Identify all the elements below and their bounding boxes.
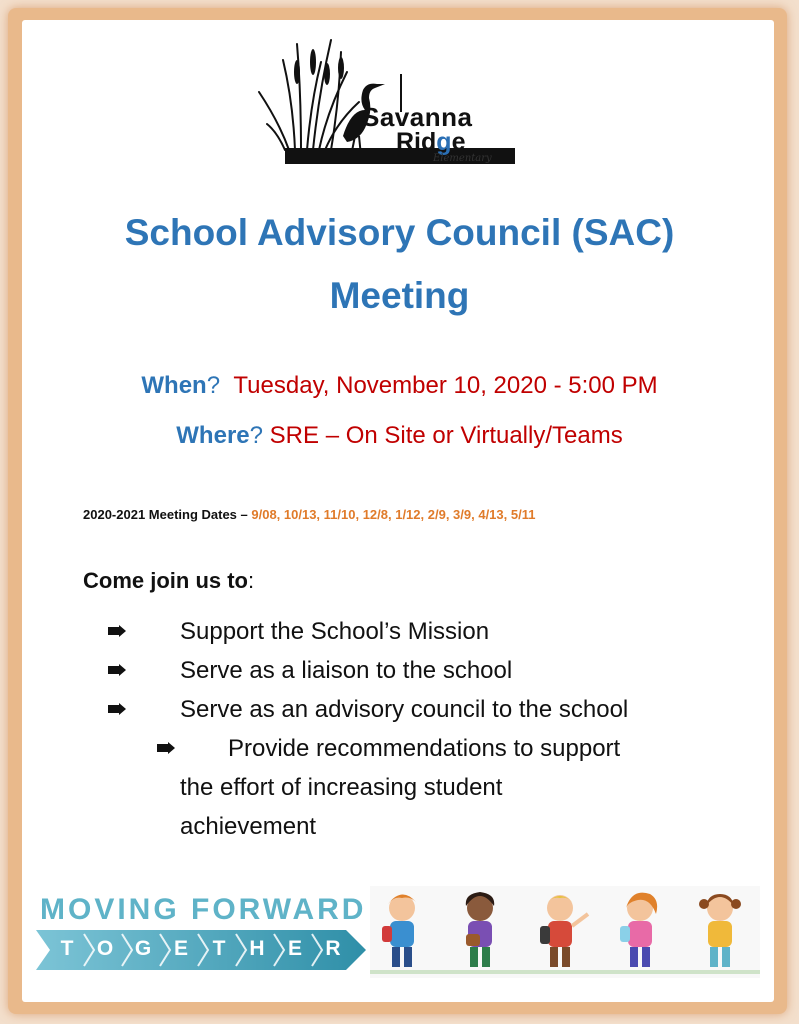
sub-list-item-continuation: the effort of increasing student <box>180 774 503 801</box>
pointing-hand-icon <box>108 625 126 637</box>
when-line: When? Tuesday, November 10, 2020 - 5:00 PM <box>141 372 658 399</box>
walking-kids-illustration <box>370 886 760 978</box>
school-logo <box>255 32 520 172</box>
logo-text-savanna: Savanna <box>362 102 473 132</box>
pointing-hand-icon <box>108 703 126 715</box>
page-title-line1: School Advisory Council (SAC) <box>124 212 675 253</box>
together-banner: T O G E T H E R <box>36 930 366 970</box>
pointing-hand-icon <box>108 664 126 676</box>
logo-text-ridge: Ridge <box>396 128 466 156</box>
page-title-line2: Meeting <box>329 275 470 316</box>
where-label: Where <box>176 422 250 449</box>
meeting-dates <box>83 507 535 522</box>
sub-list-item-continuation: achievement <box>180 813 317 840</box>
where-line: Where? SRE – On Site or Virtually/Teams <box>176 422 623 449</box>
children-walking-icon <box>370 886 760 978</box>
moving-forward-text: MOVING FORWARD <box>40 893 367 926</box>
logo-text-elementary: Elementary <box>433 153 492 164</box>
together-chevron-band <box>36 930 366 970</box>
pointing-hand-icon <box>157 742 175 754</box>
meeting-dates-label: 2020-2021 Meeting Dates – <box>83 507 252 522</box>
meeting-dates-values: 9/08, 10/13, 11/10, 12/8, 1/12, 2/9, 3/9, 4/13, 5/11 <box>251 507 536 522</box>
join-heading: Come join us to: <box>83 568 255 593</box>
when-value: Tuesday, November 10, 2020 - 5:00 PM <box>233 372 658 399</box>
where-value: SRE – On Site or Virtually/Teams <box>269 422 623 449</box>
when-label: When <box>141 372 207 399</box>
